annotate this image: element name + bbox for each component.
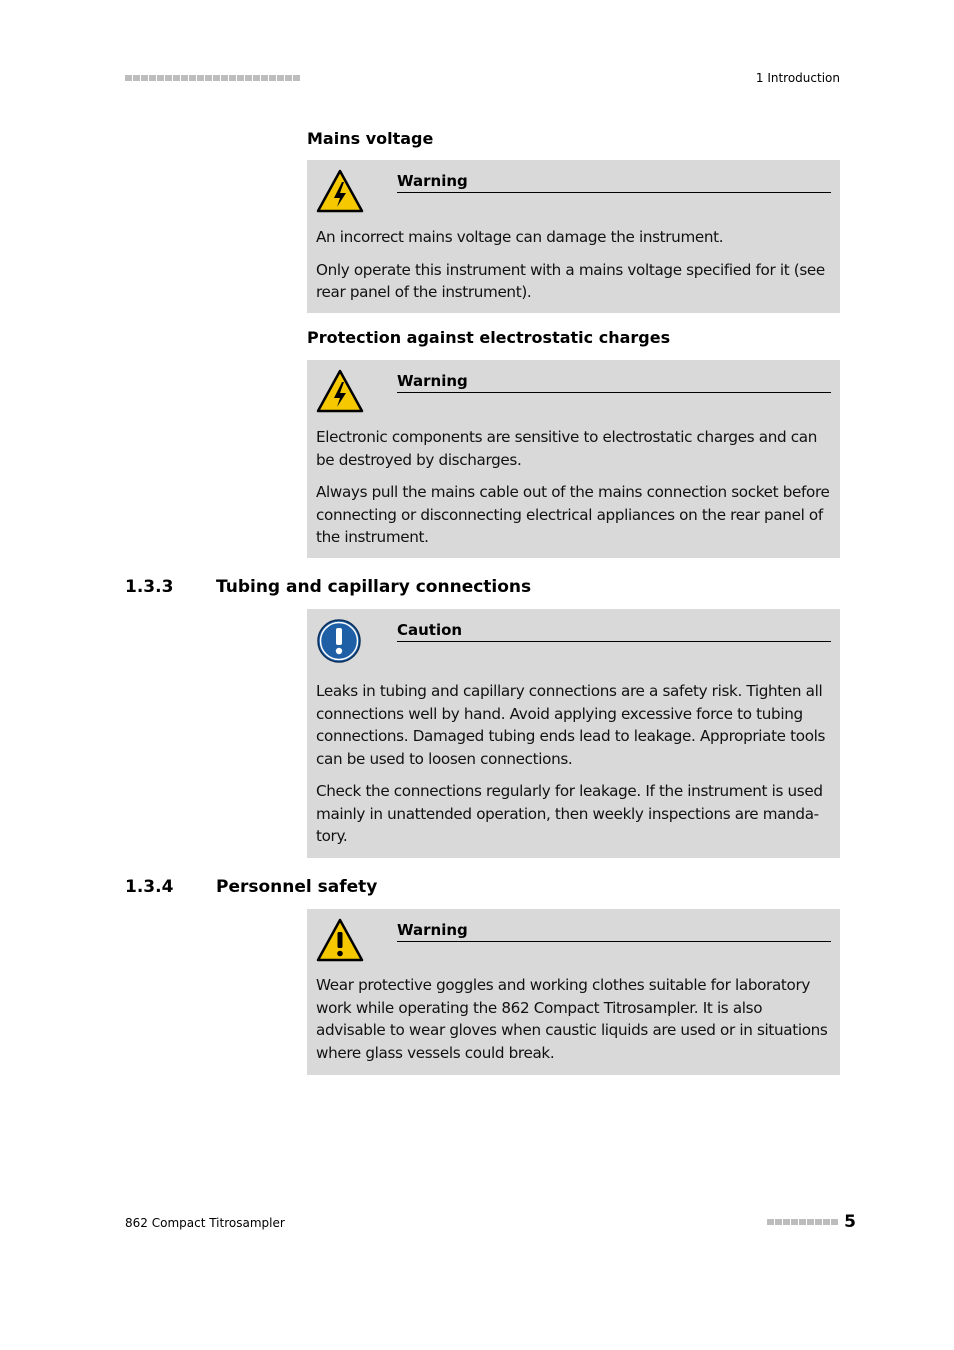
personnel-warning-box [307, 909, 840, 1075]
section-title: Personnel safety [216, 877, 378, 897]
paragraph: An incorrect mains voltage can damage the instrument. [316, 228, 724, 246]
paragraph: Leaks in tubing and capillary connections are a safety risk. Tighten all connections well by hand. Avoid applying excessive force to tubing connections. Damaged tubing ends lead to leakage. Appropriate tools can be used to loosen connections. [316, 682, 826, 768]
esd-warning-box [307, 360, 840, 558]
footer-product: 862 Compact Titrosampler [125, 1216, 285, 1230]
paragraph: Check the connections regularly for leakage. If the instrument is used mainly in unattended operation, then weekly inspections are manda-tory. [316, 782, 823, 845]
header-decoration [125, 75, 300, 81]
electrical-hazard-icon [316, 168, 364, 214]
paragraph: Only operate this instrument with a mains voltage specified for it (see rear panel of the instrument). [316, 260, 825, 301]
chapter-header: 1 Introduction [755, 71, 840, 85]
box-title: Warning [397, 920, 831, 942]
mains-warning-box [307, 160, 840, 313]
paragraph: Always pull the mains cable out of the mains connection socket before connecting or disconnecting electrical appliances on the rear panel of the instrument. [316, 483, 830, 546]
section-number: 1.3.3 [125, 577, 174, 597]
section-heading-personnel [125, 877, 377, 897]
footer-page [767, 1212, 856, 1232]
esd-heading: Protection against electrostatic charges [307, 328, 671, 347]
box-title: Warning [397, 371, 831, 393]
footer-decoration [767, 1219, 838, 1225]
section-title: Tubing and capillary connections [216, 577, 532, 597]
tubing-caution-box [307, 609, 840, 858]
box-title: Caution [397, 620, 831, 642]
general-warning-icon [316, 917, 364, 963]
paragraph: Electronic components are sensitive to electrostatic charges and can be destroyed by discharges. [316, 428, 817, 469]
box-title: Warning [397, 171, 831, 193]
mains-voltage-heading: Mains voltage [307, 129, 434, 148]
page-number: 5 [844, 1212, 856, 1232]
section-heading-tubing [125, 577, 531, 597]
paragraph: Wear protective goggles and working clothes suitable for laboratory work while operating the 862 Compact Titrosampler. It is also advisable to wear gloves when caustic liquids are used or in situations where glass vessels could break. [316, 976, 828, 1062]
caution-exclamation-icon [316, 617, 364, 663]
section-number: 1.3.4 [125, 877, 174, 897]
electrical-hazard-icon [316, 368, 364, 414]
